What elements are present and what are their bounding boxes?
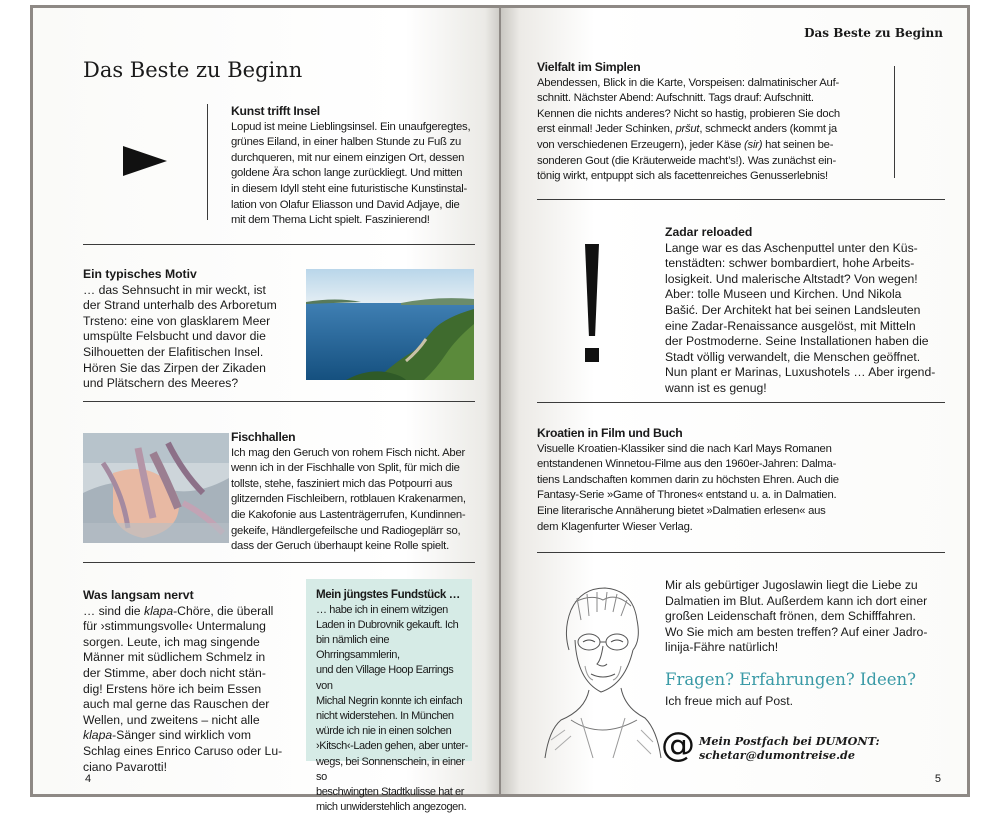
film-line: Fantasy-Serie »Game of Thrones« entstand u. a. in Dalmatien. <box>537 489 837 502</box>
fisch-line: dass der Geruch überhaupt keine Rolle spielt. <box>231 540 449 553</box>
kunst-line: goldene Ära schon lange zurückliegt. Und mitten <box>231 167 463 180</box>
nervt-line: Schlag eines Enrico Caruso oder Lu- <box>83 743 283 758</box>
author-line: großen Leidenschaft frönen, dem Schifffahren. <box>665 609 916 624</box>
motiv-line: Silhouetten der Elafitischen Insel. <box>83 344 264 359</box>
fisch-line: Ich mag den Geruch von rohem Fisch nicht. Aber <box>231 446 466 459</box>
author-portrait <box>541 580 663 758</box>
kunst-line: lation von Olafur Eliasson und David Adjaye, die <box>231 198 460 211</box>
vielfalt-line: Kennen die nichts anderes? Nicht so hastig, probieren Sie doch <box>537 107 840 120</box>
book-spread <box>30 5 970 814</box>
author-line: Dalmatien im Blut. Außerdem kann ich dort einer <box>665 593 928 608</box>
motiv-line: der Strand unterhalb des Arboretum <box>83 298 277 313</box>
fundstueck-line: Laden in Dubrovnik gekauft. Ich <box>316 618 459 631</box>
post-line: Ich freue mich auf Post. <box>665 694 794 708</box>
fundstueck-line: ›Kitsch‹-Laden gehen, aber unter- <box>316 740 468 753</box>
motiv-line: umspülte Felsbucht und davor die <box>83 329 266 344</box>
motiv-section <box>83 267 303 392</box>
fundstueck-line: und den Village Hoop Earrings von <box>316 664 454 692</box>
zadar-line: Stadt völlig verwandelt, die Menschen geöffnet. <box>665 349 921 364</box>
fisch-line: gekeife, Händlergefeilsche und Radiogeplärr so, <box>231 524 461 537</box>
mailbox-block <box>699 734 880 762</box>
coast-photo <box>306 269 474 380</box>
motiv-line: Hören Sie das Zirpen der Zikaden <box>83 360 266 375</box>
film-heading: Kroatien in Film und Buch <box>537 426 683 440</box>
film-line: Visuelle Kroatien-Klassiker sind die nach Karl Mays Romanen <box>537 442 832 455</box>
author-line: Wo Sie mich am besten treffen? Auf einer Jadro- <box>665 624 928 639</box>
nervt-line: … sind die klapa-Chöre, die überall <box>83 603 274 618</box>
author-line: Mir als gebürtiger Jugoslawin liegt die Liebe zu <box>665 578 918 592</box>
vielfalt-line: erst einmal! Jeder Schinken, pršut, schmeckt anders (kommt ja <box>537 123 837 136</box>
fundstueck-line: wegs, bei Sonnenschein, in einer so <box>316 755 465 783</box>
motiv-line: Trsteno: eine von glasklarem Meer <box>83 313 271 328</box>
questions-headline: Fragen? Erfahrungen? Ideen? <box>665 670 916 689</box>
fundstueck-box <box>306 579 472 814</box>
motiv-line: und Plätschern des Meeres? <box>83 376 239 391</box>
author-section <box>665 578 955 656</box>
fundstueck-line: … habe ich in einem witzigen <box>316 603 448 616</box>
zadar-heading: Zadar reloaded <box>665 225 753 239</box>
nervt-section <box>83 588 308 775</box>
vielfalt-line: von verschiedenen Erzeugern), jeder Käse (sir) hat seinen be- <box>537 138 834 151</box>
zadar-line: wann ist es genug! <box>665 380 767 395</box>
email-address[interactable]: schetar@dumontreise.de <box>699 748 855 762</box>
fisch-heading: Fischhallen <box>231 430 296 444</box>
zadar-line: Bašić. Der Architekt hat bei seinen Landsleuten <box>665 302 921 317</box>
kunst-line: Lopud ist meine Lieblingsinsel. Ein unaufgeregtes, <box>231 120 471 133</box>
fundstueck-section <box>316 587 468 815</box>
kunst-line: mit dem Thema Licht spielt. Faszinierend! <box>231 214 430 227</box>
film-line: entstandenen Winnetou-Filme aus den 1960er-Jahren: Dalma- <box>537 458 837 471</box>
zadar-line: tenstädten: schwer bombardiert, hohe Arbeits- <box>665 256 915 271</box>
motiv-heading: Ein typisches Motiv <box>83 267 197 281</box>
nervt-line: Männer mit südlichem Schmelz in <box>83 650 266 665</box>
fisch-section <box>231 430 493 555</box>
nervt-line: für ›stimmungsvolle‹ Untermalung <box>83 619 266 634</box>
kunst-line: durchqueren, mit nur einem einzigen Ort, dessen <box>231 151 465 164</box>
fundstueck-heading: Mein jüngstes Fundstück … <box>316 588 460 601</box>
zadar-line: der Postmoderne. Seine Installationen haben die <box>665 334 929 349</box>
page-title: Das Beste zu Beginn <box>83 58 303 82</box>
kunst-heading: Kunst trifft Insel <box>231 104 320 118</box>
film-section <box>537 426 867 535</box>
exclamation-icon <box>579 244 609 364</box>
vielfalt-line: sonderen Gout (die Kräuterweide macht’s!). Was zunächst ein- <box>537 154 836 167</box>
fisch-line: wenn ich in der Fischhalle von Split, für mich die <box>231 462 460 475</box>
fisch-line: tollste, stehe, fasziniert mich das Potpourri aus <box>231 477 453 490</box>
page-number-left: 4 <box>85 773 92 785</box>
nervt-line: auch mal gerne das Rauschen der <box>83 697 270 712</box>
nervt-heading: Was langsam nervt <box>83 588 194 602</box>
film-line: dem Klagenfurter Wieser Verlag. <box>537 520 693 533</box>
nervt-line: der Stimme, aber doch nicht stän- <box>83 665 266 680</box>
vielfalt-line: tönig wirkt, entpuppt sich als facettenreiches Genusserlebnis! <box>537 170 828 183</box>
vielfalt-section <box>537 60 857 185</box>
fundstueck-line: bin nämlich eine Ohrringsammlerin, <box>316 634 400 662</box>
fundstueck-line: beschwingten Stadtkulisse hat er <box>316 786 465 799</box>
nervt-line: klapa-Sänger sind wirklich vom <box>83 728 251 743</box>
fundstueck-line: Michal Negrin konnte ich einfach <box>316 694 463 707</box>
vielfalt-line: schnitt. Nächster Abend: Aufschnitt. Tags drauf: Aufschnitt. <box>537 92 814 105</box>
zadar-line: losigkeit. Und malerische Altstadt? Von wegen! <box>665 271 918 286</box>
kunst-section <box>231 104 491 229</box>
arrow-triangle-icon <box>123 146 167 176</box>
fundstueck-line: mich unwiderstehlich angezogen. <box>316 801 467 814</box>
motiv-line: … das Sehnsucht in mir weckt, ist <box>83 282 266 297</box>
right-page <box>501 8 967 794</box>
left-page <box>33 8 499 814</box>
vielfalt-heading: Vielfalt im Simplen <box>537 60 641 74</box>
film-line: Eine literarische Annäherung bietet »Dalmatien erlesen« aus <box>537 504 826 517</box>
fisch-line: die Kakofonie aus Lastenträgerrufen, Kundinnen- <box>231 508 466 521</box>
zadar-line: Nun plant er Marinas, Luxushotels … Aber irgend- <box>665 365 936 380</box>
mailbox-label: Mein Postfach bei DUMONT: <box>699 734 880 748</box>
at-sign-icon: @ <box>661 725 695 765</box>
fisch-line: glitzernden Fischleibern, rotblauen Krakenarmen, <box>231 493 466 506</box>
fundstueck-line: nicht widerstehen. In München <box>316 710 454 723</box>
kunst-line: grünes Eiland, in einer halben Stunde zu Fuß zu <box>231 136 462 149</box>
zadar-line: eine Zadar-Renaissance ausgelöst, mit Mitteln <box>665 318 916 333</box>
nervt-line: Wellen, und zweitens – nicht alle <box>83 712 260 727</box>
vielfalt-line: Abendessen, Blick in die Karte, Vorspeisen: dalmatinischer Auf- <box>537 76 839 89</box>
author-line: linija-Fähre natürlich! <box>665 640 779 655</box>
fish-market-photo <box>83 433 229 543</box>
zadar-line: Lange war es das Aschenputtel unter den Küs- <box>665 240 918 255</box>
zadar-line: Aber: tolle Museen und Kirchen. Und Nikola <box>665 287 902 302</box>
kunst-line: in diesem Idyll steht eine futuristische Kunstinstal- <box>231 182 468 195</box>
nervt-line: ciano Pavarotti! <box>83 759 168 774</box>
page-number-right: 5 <box>934 773 941 785</box>
film-line: tiens Landschaften kommen darin zu höchsten Ehren. Auch die <box>537 473 839 486</box>
zadar-section <box>665 225 953 397</box>
fundstueck-line: würde ich nie in einen solchen <box>316 725 452 738</box>
running-header: Das Beste zu Beginn <box>804 26 943 40</box>
nervt-line: dig! Erstens höre ich beim Essen <box>83 681 262 696</box>
nervt-line: sorgen. Leute, ich mag singende <box>83 634 260 649</box>
